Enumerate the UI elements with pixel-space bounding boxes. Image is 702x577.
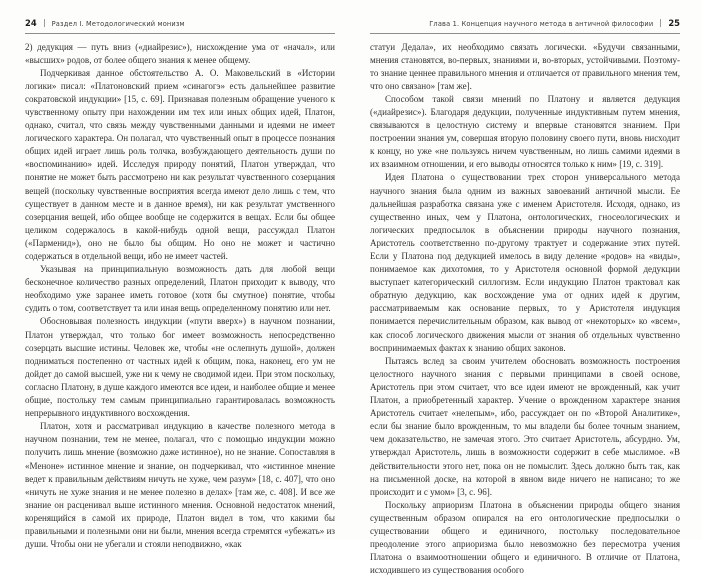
running-head-separator-icon bbox=[44, 19, 45, 27]
running-head-separator-icon bbox=[660, 19, 661, 27]
paragraph: Указывая на принципиальную возможность дать для любой вещи бесконечное количество разных определений, Платон приходит к выводу, что необходимо уже заранее иметь готовое (хотя бы смутное) понятие, чтобы судить о том, соответствует та или иная вещь определенному понятию или нет. bbox=[25, 263, 335, 315]
running-head-left-title: Раздел I. Методологический монизм bbox=[52, 20, 185, 28]
body-text-right bbox=[370, 41, 680, 577]
page-left bbox=[0, 0, 351, 540]
page-number-left: 24 bbox=[25, 18, 37, 28]
paragraph: Идея Платона о существовании трех сторон универсального метода научного знания была одним из важных завоеваний античной мысли. Ее дальнейшая разработка связана уже с именем Аристотеля. Исходя, однако, из существенно иных, чем у Платона, онтологических, гносеологических и логических предпосылок в объяснении природы научного познания, Аристотель соответственно по-другому трактует и содержание этих путей. Если у Платона под дедукцией имелось в виду деление «родов» на «виды», понимаемое как дихотомия, то у Аристотеля основной формой дедукции выступает категорический силлогизм. Если индукцию Платон трактовал как обратную дедукцию, как восхождение ума от одних идей к другим, рассматриваемым как основание первых, то у Аристотеля индукция понимается перечислительным образом, как вывод от «некоторых» ко «всем», как способ логического движения мысли от знания об отдельных чувственно воспринимаемых фактах к знанию общих законов. bbox=[370, 171, 680, 354]
paragraph: Подчеркивая данное обстоятельство А. О. Маковельский в «Истории логики» писал: «Платоновский прием «синагогэ» есть дальнейшее развитие сократовской индукции» [15, с. 69]. Признавая полезным обращение ученого к чувственному опыту при нахождении им тех или иных общих идей, Платон, однако, считал, что связь между чувственными данными и идеями не имеет логического характера. Он полагал, что чувственный опыт в процессе познания общих идей играет лишь роль толчка, возбуждающего деятельность души по «воспоминанию» идей. Исследуя природу понятий, Платон утверждал, что понятие не может быть рассмотрено ни как результат чувственного созерцания вещей (поскольку чувственные восприятия всегда имеют дело лишь с тем, что существует в данном месте и в данное время), ни как результат умственного созерцания вещей, ибо общее вообще не содержится в вещах. Если бы общее целиком содержалось в какой-нибудь одной вещи, рассуждал Платон («Парменид»), оно не было бы общим. Но оно не может и частично содержаться в отдельной вещи, ибо не имеет частей. bbox=[25, 67, 335, 263]
page-number-right: 25 bbox=[668, 18, 680, 28]
paragraph: Обосновывая полезность индукции («пути вверх») в научном познании, Платон утверждал, что только бог имеет возможность непосредственно созерцать высшие истины. Человек же, чтобы «не ослепнуть душой», должен подниматься постепенно от частных идей к общим, пока, наконец, его ум не дойдет до самой высшей, уже ни к чему не сводимой идеи. При этом поскольку, согласно Платону, в душе каждого имеются все идеи, и наиболее общие и менее общие, постольку тем самым принципиально гарантировалась возможность непрерывного индуктивного восхождения. bbox=[25, 315, 335, 420]
paragraph: Поскольку априоризм Платона в объяснении природы общего знания существенным образом опирался на его онтологические предпосылки о существовании общего и единичного, постольку последовательное преодоление этого априоризма было невозможно без пересмотра учения Платона о взаимоотношении общего и единичного. В отличие от Платона, исходившего из существования особого bbox=[370, 499, 680, 577]
header-rule-left bbox=[25, 33, 335, 34]
body-text-left bbox=[25, 41, 335, 552]
running-head-right-title: Глава 1. Концепция научного метода в античной философии bbox=[429, 20, 653, 28]
paragraph: 2) дедукция — путь вниз («диайрезис»), нисхождение ума от «начал», или «высших» родов, от более общего знания к менее общему. bbox=[25, 41, 335, 67]
paragraph: статуи Дедала», их необходимо связать логически. «Будучи связанными, мнения становятся, во-первых, знаниями и, во-вторых, устойчивыми. Поэтому-то знание ценнее правильного мнения и отличается от правильного мнения тем, что оно связано» [там же]. bbox=[370, 41, 680, 93]
running-head-left bbox=[25, 18, 335, 29]
page-right bbox=[351, 0, 702, 540]
paragraph: Пытаясь вслед за своим учителем обосновать возможность построения целостного научного знания с первыми принципами в своей основе, Аристотель при этом считает, что все идеи имеют не врожденный, как учит Платон, а приобретенный характер. Учение о врожденном характере знания Аристотель считает «нелепым», ибо, рассуждает он по «Второй Аналитике», если бы знание было врожденным, то мы владели бы более точным знанием, чем доказательство, не замечая этого. Это считает Аристотель, абсурдно. Ум, утверждал Аристотель, лишь в возможности содержит в себе мыслимое. «В действительности этого нет, пока он не помыслит. Здесь должно быть так, как на письменной доске, на которой в явном виде ничего не написано; то же происходит и с умом» [3, с. 96]. bbox=[370, 355, 680, 499]
running-head-right bbox=[370, 18, 680, 29]
paragraph: Платон, хотя и рассматривал индукцию в качестве полезного метода в научном познании, тем не менее, полагал, что с помощью индукции можно получить лишь мнение (возможно даже истинное), но не знание. Сопоставляя в «Меноне» истинное мнение и знание, он подчеркивал, что «истинное мнение ведет к правильным действиям ничуть не хуже, чем разум» [18, с. 407], что оно «ничуть не хуже знания и не менее полезно в делах» [там же, с. 408]. И все же знание он расценивал выше истинного мнения. Основной недостаток мнений, коренящийся в самой их природе, Платон видел в том, что какими бы правильными и полезными они ни были, мнения всегда стремятся «убежать» из души. Чтобы они не убегали и стояли неподвижно, «как bbox=[25, 420, 335, 551]
paragraph: Способом такой связи мнений по Платону и является дедукция («диайрезис»). Благодаря дедукции, полученные индуктивным путем мнения, связываются в целостную систему и впервые становятся знанием. При построении знания ум, совершая вторую половину своего пути, вновь нисходит к концу, но уже «не пользуясь ничем чувственным, но лишь самими идеями в их взаимном отношении, и его выводы относятся только к ним» [19, с. 319]. bbox=[370, 93, 680, 172]
header-rule-right bbox=[370, 33, 680, 34]
